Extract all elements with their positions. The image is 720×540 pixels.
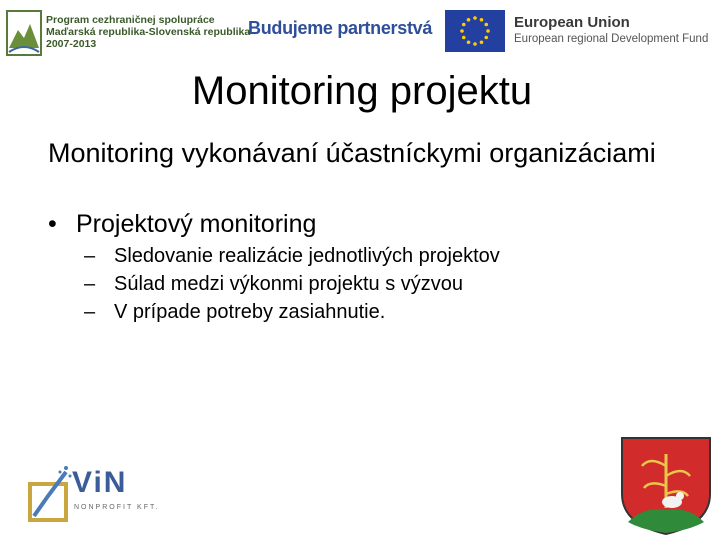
- sub-bullet-text: Sledovanie realizácie jednotlivých projektov: [114, 245, 500, 267]
- slide-title-text: Monitoring projektu: [191, 69, 533, 113]
- eu-star: [480, 18, 484, 22]
- bullet-item: [48, 208, 688, 240]
- slide-content: [48, 136, 688, 326]
- lead-text: Monitoring vykonávaní účastníckymi organizáciami: [48, 138, 656, 168]
- vin-mark-icon: [26, 464, 72, 526]
- eu-star: [473, 16, 477, 20]
- vin-logo-subtext: NONPROFIT KFT.: [74, 504, 160, 511]
- program-line-2: Maďarská republika-Slovenská republika: [46, 26, 251, 38]
- eu-star: [484, 23, 488, 27]
- sub-bullet-item: [84, 242, 688, 270]
- eu-subtitle: European regional Development Fund: [514, 33, 709, 45]
- eu-star: [473, 42, 477, 46]
- eu-star: [467, 40, 471, 44]
- coat-of-arms-icon: [620, 436, 712, 536]
- sub-bullet-item: [84, 270, 688, 298]
- bullet-dot-icon: •: [48, 210, 57, 238]
- dash-icon: –: [84, 273, 96, 295]
- sub-bullet-item: [84, 298, 688, 326]
- eu-text: [514, 14, 708, 46]
- program-line-1: Program cezhraničnej spolupráce: [46, 14, 215, 26]
- slogan: Budujeme partnerstvá: [248, 18, 433, 38]
- eu-star: [486, 29, 490, 33]
- program-line-3: 2007-2013: [46, 38, 97, 50]
- eu-flag-icon: [445, 10, 505, 52]
- slide-title: [0, 66, 720, 116]
- dash-icon: –: [84, 245, 96, 267]
- program-mark-icon: [6, 10, 42, 56]
- sub-bullet-list: [84, 242, 688, 326]
- vin-logo-text: ViN: [72, 466, 128, 499]
- eu-star: [460, 29, 464, 33]
- dash-icon: –: [84, 301, 96, 323]
- eu-star: [484, 36, 488, 40]
- vin-logo: [26, 464, 160, 526]
- bullet-text: Projektový monitoring: [76, 210, 317, 238]
- program-logo: [6, 8, 251, 60]
- sub-bullet-text: V prípade potreby zasiahnutie.: [114, 301, 386, 323]
- eu-title: European Union: [514, 14, 630, 31]
- sub-bullet-text: Súlad medzi výkonmi projektu s výzvou: [114, 273, 464, 295]
- program-text: [46, 14, 250, 50]
- eu-star: [462, 23, 466, 27]
- eu-star: [467, 18, 471, 22]
- eu-star: [462, 36, 466, 40]
- eu-star: [480, 40, 484, 44]
- header-logos: [0, 0, 720, 66]
